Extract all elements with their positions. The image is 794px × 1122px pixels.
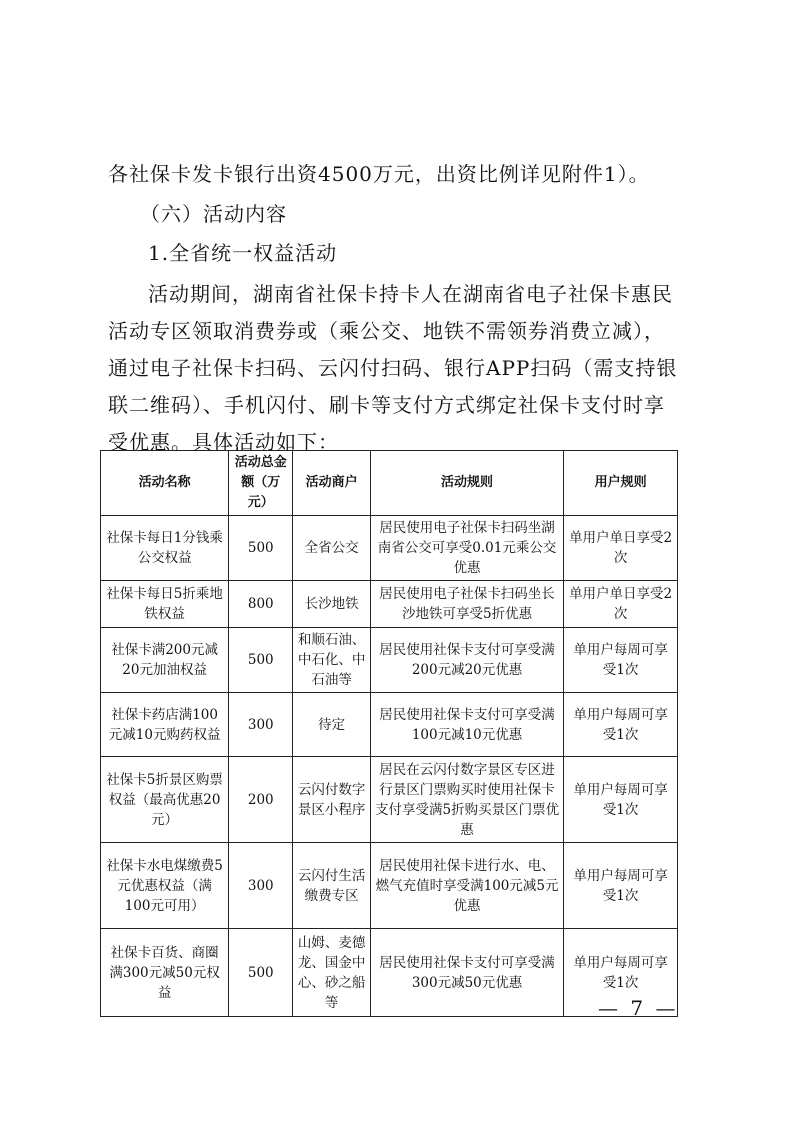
- cell-total-amount: 800: [229, 581, 293, 628]
- header-activity-name: 活动名称: [101, 451, 229, 516]
- cell-user-rule: 单用户单日享受2次: [564, 581, 678, 628]
- cell-merchant: 全省公交: [293, 516, 371, 581]
- cell-merchant: 云闪付生活缴费专区: [293, 843, 371, 929]
- paragraph-line: 受优惠。具体活动如下：: [108, 430, 339, 454]
- cell-user-rule: 单用户每周可享受1次: [564, 929, 678, 1017]
- table-row: [101, 516, 678, 581]
- cell-user-rule: 单用户每周可享受1次: [564, 628, 678, 693]
- paragraph-line: 联二维码）、手机闪付、刷卡等支付方式绑定社保卡支付时享: [108, 393, 665, 417]
- page-number: — 7 —: [598, 996, 679, 1020]
- paragraph-line: 通过电子社保卡扫码、云闪付扫码、银行APP扫码（需支持银: [108, 356, 678, 380]
- cell-user-rule: 单用户每周可享受1次: [564, 843, 678, 929]
- body-text-line: 各社保卡发卡银行出资4500万元，出资比例详见附件1）。: [108, 162, 650, 186]
- cell-activity-name: 社保卡药店满100元减10元购药权益: [101, 693, 229, 757]
- cell-merchant: 云闪付数字景区小程序: [293, 757, 371, 843]
- cell-total-amount: 200: [229, 757, 293, 843]
- section-heading: （六）活动内容: [140, 202, 287, 226]
- cell-merchant: 长沙地铁: [293, 581, 371, 628]
- cell-activity-name: 社保卡每日5折乘地铁权益: [101, 581, 229, 628]
- header-merchant: 活动商户: [293, 451, 371, 516]
- subsection-heading: 1.全省统一权益活动: [148, 241, 338, 265]
- header-total-amount: 活动总金额（万元）: [229, 451, 293, 516]
- cell-activity-rule: 居民在云闪付数字景区专区进行景区门票购买时使用社保卡支付享受满5折购买景区门票优惠: [370, 757, 563, 843]
- cell-user-rule: 单用户每周可享受1次: [564, 693, 678, 757]
- table-header-row: [101, 451, 678, 516]
- table-row: [101, 628, 678, 693]
- cell-total-amount: 500: [229, 929, 293, 1017]
- cell-activity-name: 社保卡百货、商圈满300元减50元权益: [101, 929, 229, 1017]
- table-row: [101, 757, 678, 843]
- cell-total-amount: 300: [229, 693, 293, 757]
- header-activity-rule: 活动规则: [370, 451, 563, 516]
- cell-activity-name: 社保卡满200元减20元加油权益: [101, 628, 229, 693]
- cell-total-amount: 500: [229, 516, 293, 581]
- cell-activity-name: 社保卡每日1分钱乘公交权益: [101, 516, 229, 581]
- cell-user-rule: 单用户单日享受2次: [564, 516, 678, 581]
- cell-activity-rule: 居民使用社保卡进行水、电、燃气充值时享受满100元减5元优惠: [370, 843, 563, 929]
- header-user-rule: 用户规则: [564, 451, 678, 516]
- table-row: [101, 843, 678, 929]
- cell-activity-name: 社保卡水电煤缴费5元优惠权益（满100元可用）: [101, 843, 229, 929]
- table-row: [101, 929, 678, 1017]
- activity-paragraph: [108, 276, 698, 461]
- cell-activity-rule: 居民使用社保卡支付可享受满200元减20元优惠: [370, 628, 563, 693]
- cell-activity-rule: 居民使用电子社保卡扫码坐长沙地铁可享受5折优惠: [370, 581, 563, 628]
- table-row: [101, 581, 678, 628]
- cell-merchant: 待定: [293, 693, 371, 757]
- cell-activity-rule: 居民使用电子社保卡扫码坐湖南省公交可享受0.01元乘公交优惠: [370, 516, 563, 581]
- cell-total-amount: 300: [229, 843, 293, 929]
- cell-activity-name: 社保卡5折景区购票权益（最高优惠20元）: [101, 757, 229, 843]
- paragraph-line: 活动专区领取消费券或（乘公交、地铁不需领券消费立减），: [108, 319, 665, 343]
- cell-user-rule: 单用户每周可享受1次: [564, 757, 678, 843]
- paragraph-line: 活动期间，湖南省社保卡持卡人在湖南省电子社保卡惠民: [148, 282, 673, 306]
- cell-total-amount: 500: [229, 628, 293, 693]
- activity-table: [100, 450, 678, 1017]
- cell-activity-rule: 居民使用社保卡支付可享受满100元减10元优惠: [370, 693, 563, 757]
- cell-merchant: 和顺石油、中石化、中石油等: [293, 628, 371, 693]
- cell-merchant: 山姆、麦德龙、国金中心、砂之船等: [293, 929, 371, 1017]
- cell-activity-rule: 居民使用社保卡支付可享受满300元减50元优惠: [370, 929, 563, 1017]
- table-row: [101, 693, 678, 757]
